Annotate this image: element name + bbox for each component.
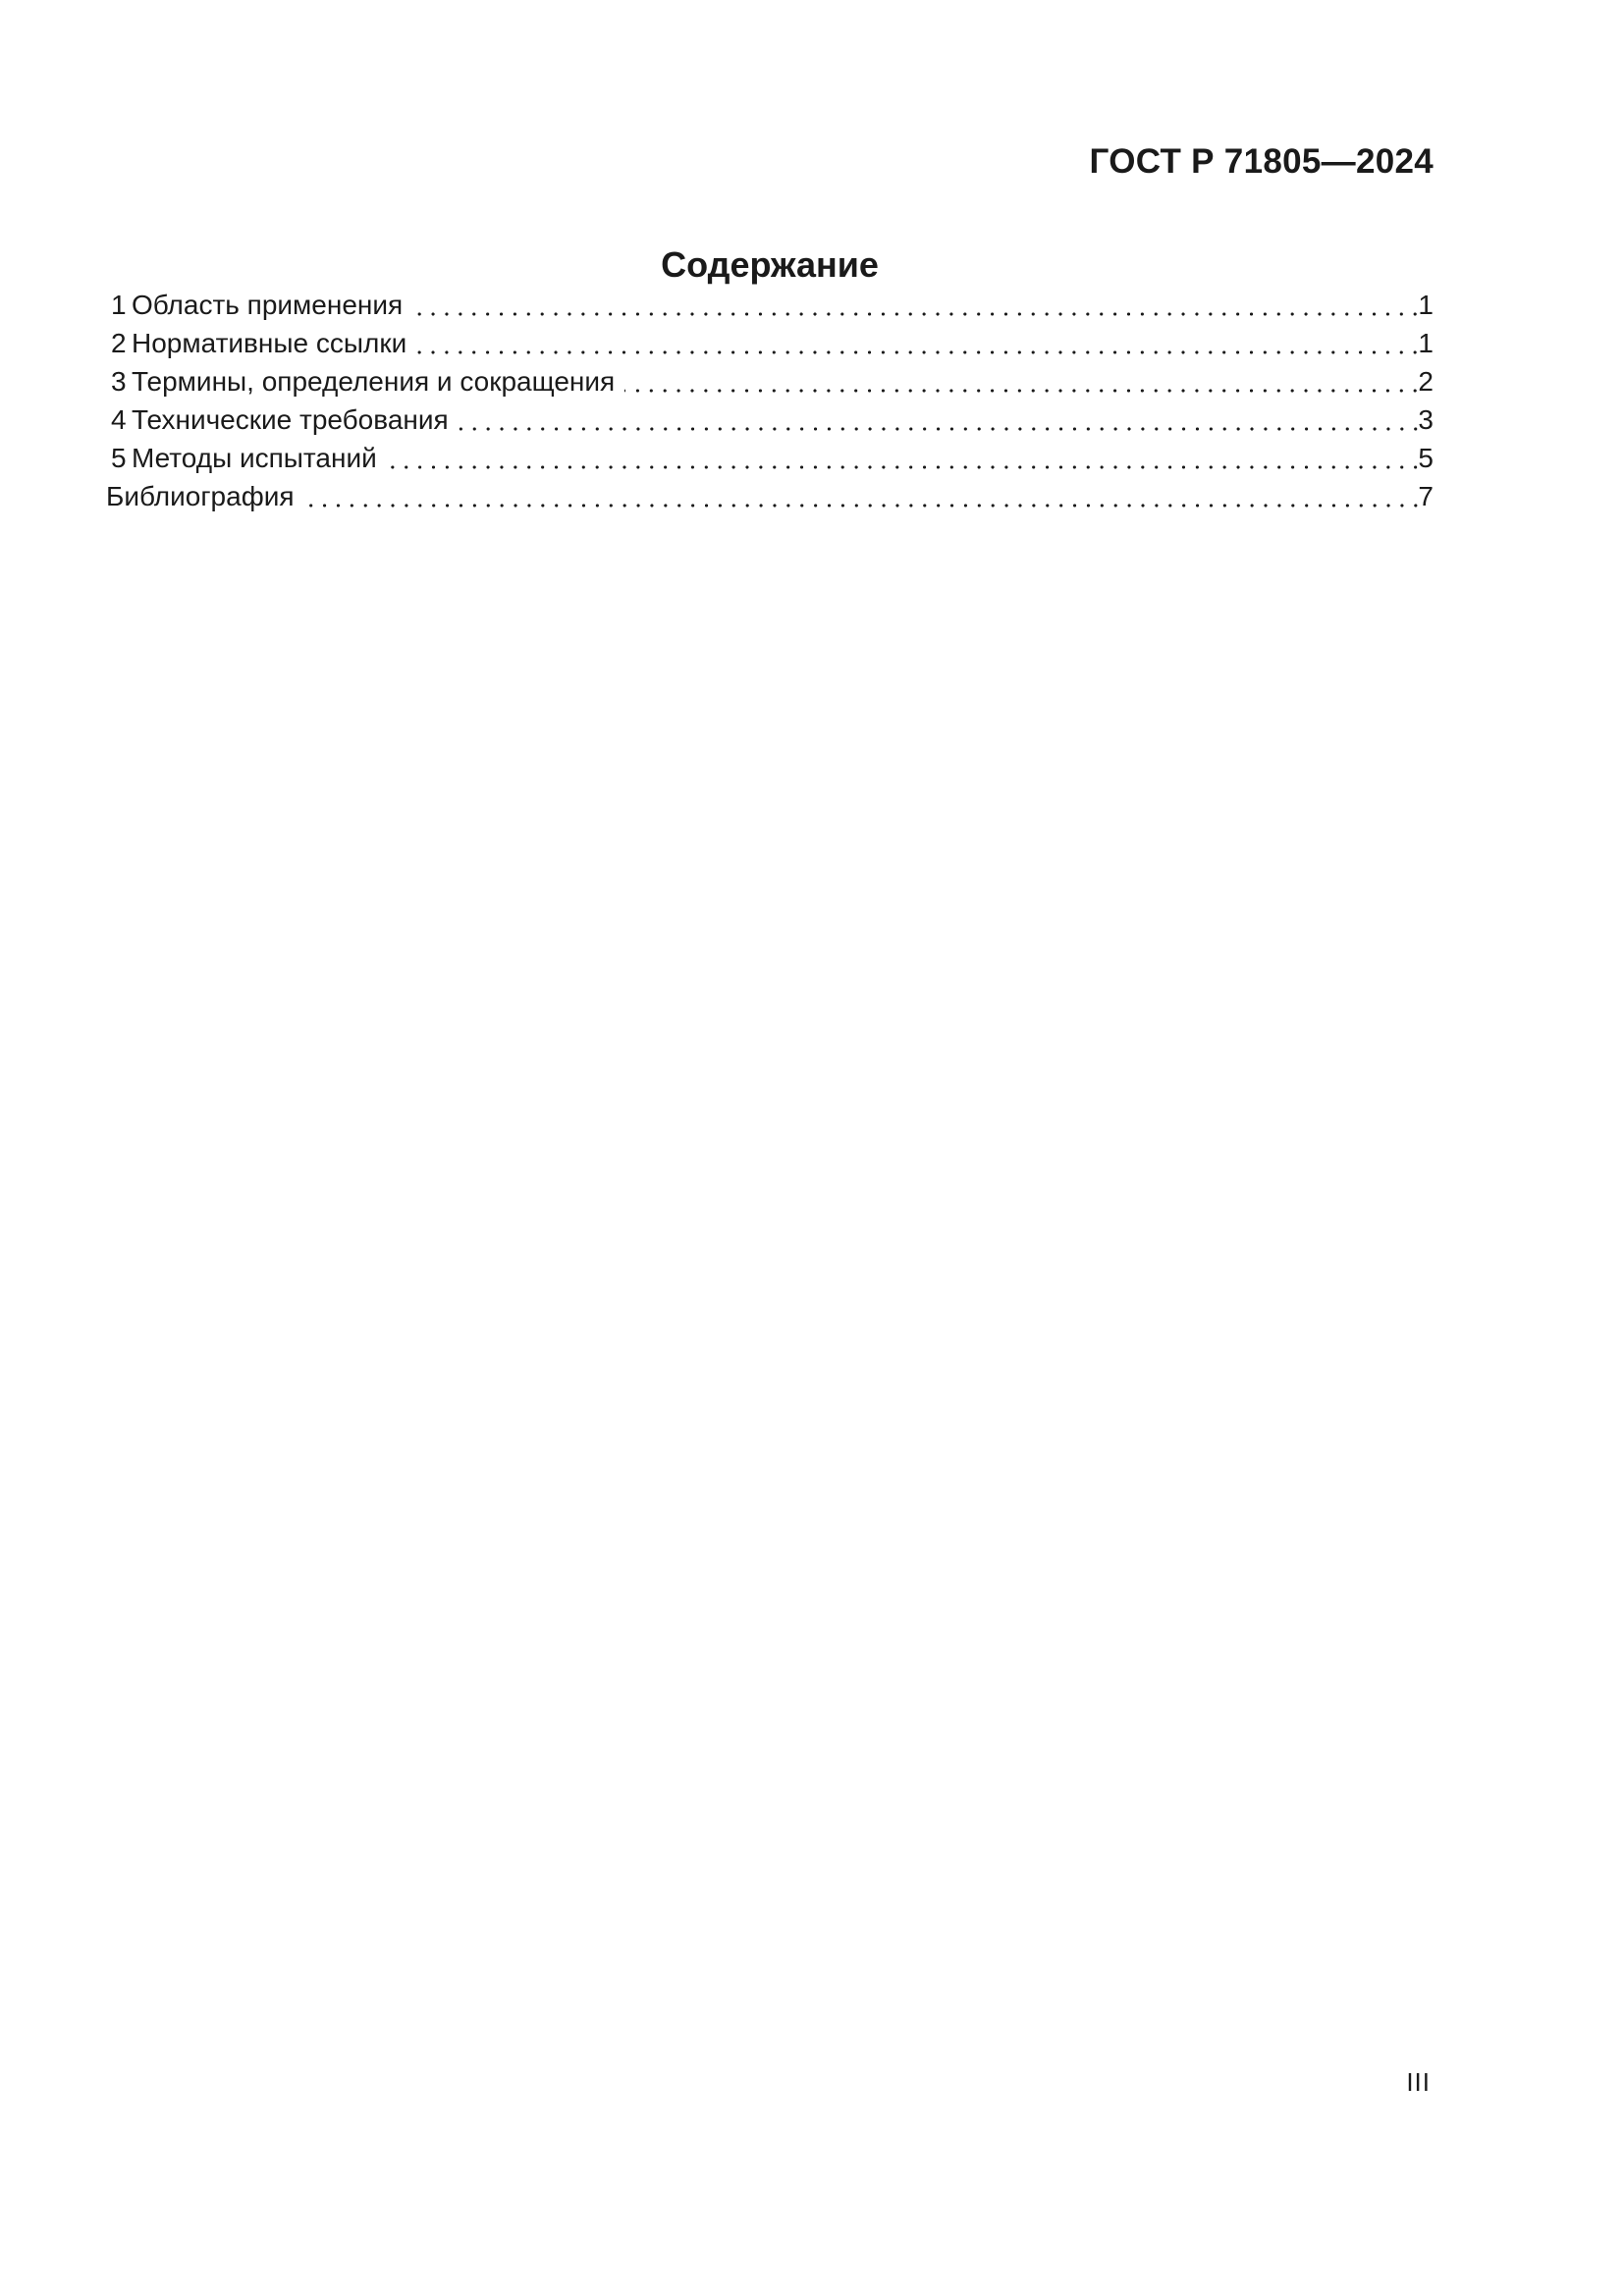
toc-leader-dots	[304, 477, 1419, 515]
toc-entry-page: 3	[1418, 404, 1434, 435]
folio-page-number: III	[1406, 2067, 1431, 2097]
toc-entry-page: 1	[1418, 290, 1434, 320]
toc-entry-label: Термины, определения и сокращения	[132, 366, 616, 397]
toc-entry	[106, 477, 1434, 515]
toc-entry-label: Область применения	[132, 290, 404, 320]
toc-list	[106, 286, 1434, 515]
toc-entry	[106, 286, 1434, 324]
toc-entry-page: 2	[1418, 366, 1434, 397]
toc-entry-label: Нормативные ссылки	[132, 328, 407, 358]
toc-entry-label: Методы испытаний	[132, 443, 377, 473]
toc-entry-page: 1	[1418, 328, 1434, 358]
toc-entry	[106, 362, 1434, 400]
toc-entry-label: Библиография	[106, 481, 295, 511]
toc-leader-dots	[412, 286, 1418, 324]
toc-leader-dots	[459, 400, 1419, 439]
toc-entry-label: Технические требования	[132, 404, 449, 435]
page-title: Содержание	[661, 244, 879, 286]
toc-entry	[106, 400, 1434, 439]
document-code: ГОСТ Р 71805—2024	[1089, 142, 1434, 181]
toc-leader-dots	[387, 439, 1419, 477]
toc-leader-dots	[416, 324, 1418, 362]
toc-entry-number: 3	[111, 366, 127, 397]
toc-entry-page: 7	[1418, 481, 1434, 511]
toc-entry	[106, 439, 1434, 477]
toc-entry	[106, 324, 1434, 362]
toc-entry-page: 5	[1418, 443, 1434, 473]
toc-entry-number: 1	[111, 290, 127, 320]
toc-entry-number: 2	[111, 328, 127, 358]
toc-leader-dots	[624, 362, 1418, 400]
toc-entry-number: 4	[111, 404, 127, 435]
toc-entry-number: 5	[111, 443, 127, 473]
